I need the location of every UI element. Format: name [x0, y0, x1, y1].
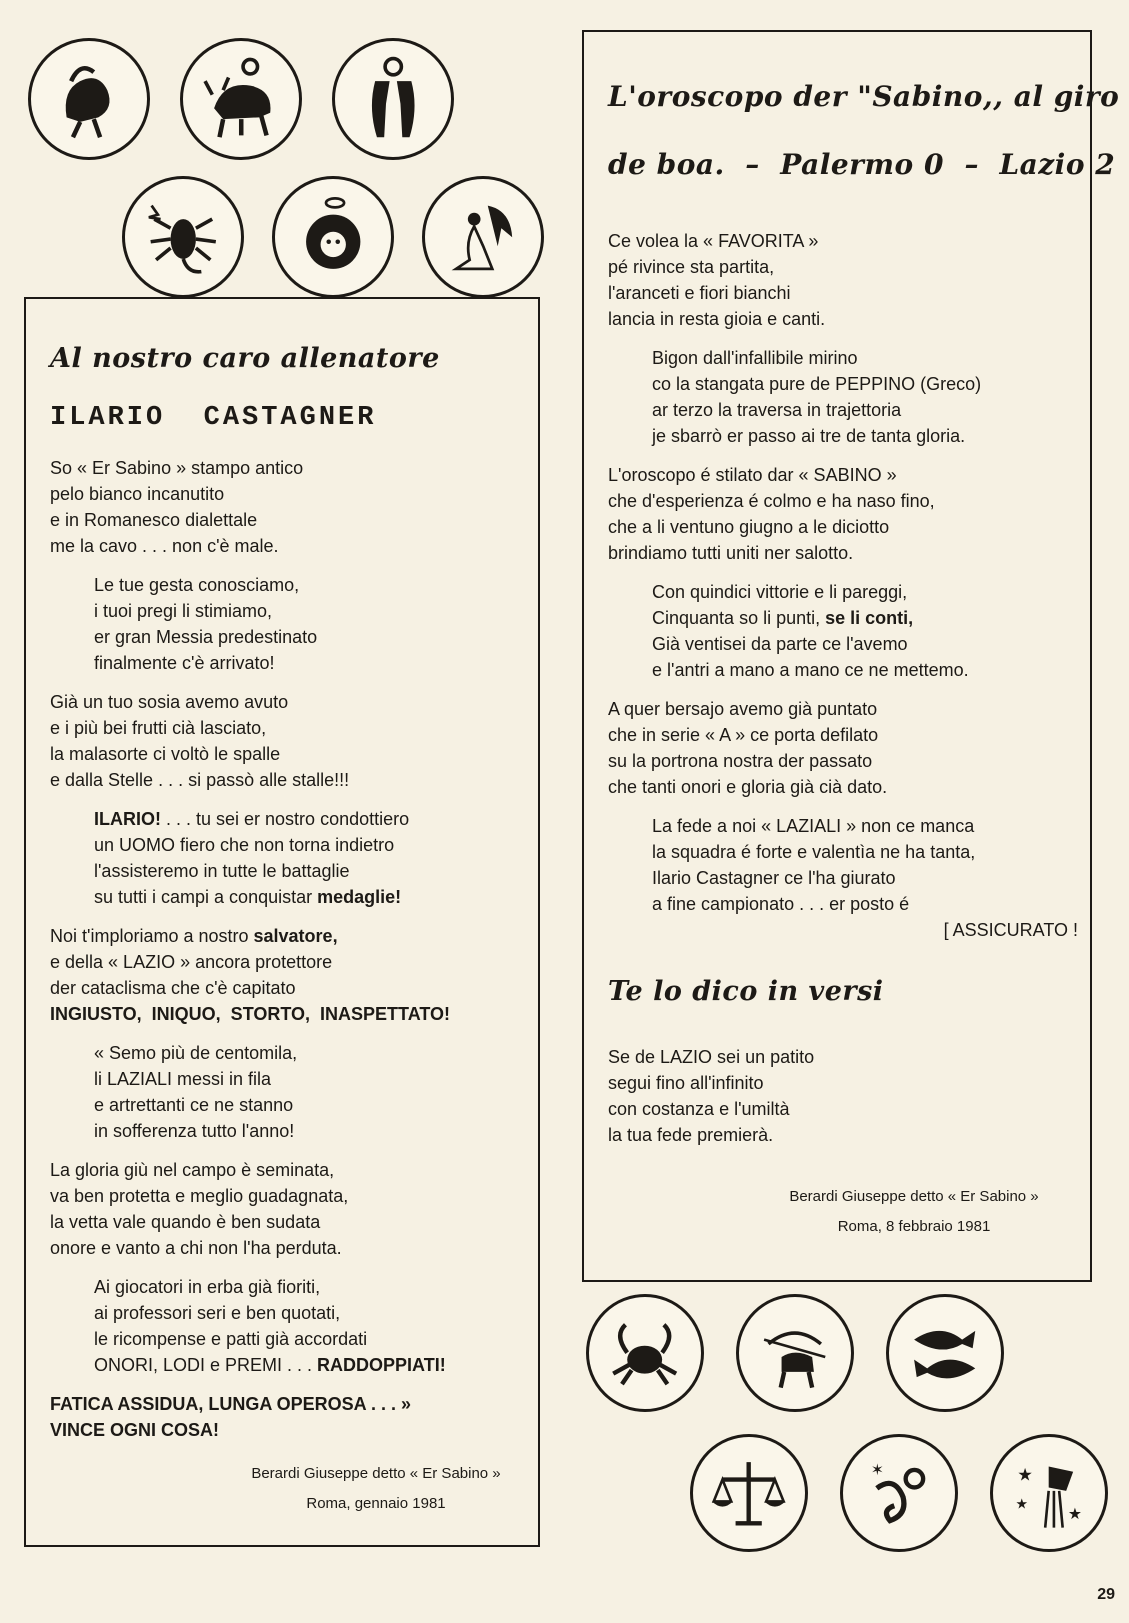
left-stanza-1: So « Er Sabino » stampo antico pelo bianco incanutito e in Romanesco dialettale me la cavo . . . non c'è male. [50, 458, 304, 556]
leo-icon [272, 176, 394, 298]
left-stanza-9: FATICA ASSIDUA, LUNGA OPEROSA . . . » VINCE OGNI COSA! [50, 1394, 412, 1440]
right-stanza-4: Con quindici vittorie e li pareggi, Cinquanta so li punti, se li conti, Già ventisei da parte ce l'avemo e l'antri a mano a mano ce ne mettemo. [652, 582, 969, 680]
horoscope-title-line2: de boa. – Palermo 0 – Lazio 2 [608, 148, 1116, 181]
svg-text:★: ★ [1015, 1495, 1029, 1512]
right-signature: Berardi Giuseppe detto « Er Sabino » [789, 1188, 1039, 1205]
gemini-icon [332, 38, 454, 160]
right-poem [608, 228, 1078, 956]
right-stanza-3: L'oroscopo é stilato dar « SABINO » che d'esperienza é colmo e ha naso fino, che a li ventuno giugno a le diciotto brindiamo tutti uniti ner salotto. [608, 465, 935, 563]
svg-text:★: ★ [1068, 1506, 1083, 1524]
scorpio-icon [122, 176, 244, 298]
dedication-heading: Al nostro caro allenatore [50, 343, 440, 374]
right-date: Roma, 8 febbraio 1981 [837, 1218, 991, 1235]
libra-icon [690, 1434, 808, 1552]
horoscope-poem-box [582, 30, 1120, 1282]
left-signature: Berardi Giuseppe detto « Er Sabino » [251, 1465, 501, 1482]
svg-text:✶: ✶ [871, 1462, 885, 1480]
right-stanza-6: La fede a noi « LAZIALI » non ce manca la squadra é forte e valentìa ne ha tanta, Ilario Castagner ce l'ha giurato a fine campionato . . . er posto é [ ASSICURATO ! [652, 816, 1078, 940]
coach-name: ILARIO CASTAGNER [50, 403, 377, 433]
sagittarius-icon [736, 1294, 854, 1412]
left-stanza-8: Ai giocatori in erba già fioriti, ai professori seri e ben quotati, le ricompense e patti già accordati ONORI, LODI e PREMI . . . RADDOPPIATI! [94, 1277, 446, 1375]
left-stanza-7: La gloria giù nel campo è seminata, va ben protetta e meglio guadagnata, la vetta vale quando è ben sudata onore e vanto a chi non l'ha perduta. [50, 1160, 349, 1258]
left-stanza-2: Le tue gesta conosciamo, i tuoi pregi li stimiamo, er gran Messia predestinato finalmente c'è arrivato! [94, 575, 318, 673]
left-stanza-5: Noi t'imploriamo a nostro salvatore, e della « LAZIO » ancora protettore der cataclisma che c'è capitato INGIUSTO, INIQUO, STORTO, INASPETTATO! [50, 926, 451, 1024]
left-signature-block [206, 1459, 546, 1519]
left-stanza-6: « Semo più de centomila, li LAZIALI messi in fila e artrettanti ce ne stanno in sofferenza tutto l'anno! [94, 1043, 298, 1141]
left-stanza-4: ILARIO! . . . tu sei er nostro condottiero un UOMO fiero che non torna indietro l'assisteremo in tutte le battaglie su tutti i campi a conquistar medaglie! [94, 809, 410, 907]
left-date: Roma, gennaio 1981 [306, 1495, 446, 1512]
right-signature-block [744, 1182, 1084, 1242]
cancer-icon [586, 1294, 704, 1412]
right-stanza-5: A quer bersajo avemo già puntato che in serie « A » ce porta defilato su la portrona nostra der passato che tanti onori e gloria già cià dato. [608, 699, 888, 797]
left-stanza-3: Già un tuo sosia avemo avuto e i più bei frutti cià lasciato, la malasorte ci voltò le spalle e dalla Stelle . . . si passò alle stalle!!! [50, 692, 350, 790]
horoscope-title-line1: L'oroscopo der "Sabino,, al giro [608, 80, 1120, 113]
verses-heading: Te lo dico in versi [608, 976, 884, 1007]
right-stanza-1: Ce volea la « FAVORITA » pé rivince sta partita, l'aranceti e fiori bianchi lancia in resta gioia e canti. [608, 231, 826, 329]
left-poem [50, 455, 522, 1456]
aries-icon [840, 1434, 958, 1552]
svg-text:★: ★ [1017, 1464, 1034, 1485]
right-stanza-7: Se de LAZIO sei un patito segui fino all'infinito con costanza e l'umiltà la tua fede premierà. [608, 1047, 815, 1145]
capricorn-icon [28, 38, 150, 160]
page-number: 29 [1097, 1586, 1115, 1603]
taurus-icon [180, 38, 302, 160]
right-stanza-2: Bigon dall'infallibile mirino co la stangata pure de PEPPINO (Greco) ar terzo la traversa in trajettoria je sbarrò er passo ai tre de tanta gloria. [652, 348, 982, 446]
virgo-icon [422, 176, 544, 298]
aquarius-icon [990, 1434, 1108, 1552]
dedication-poem-box [24, 297, 540, 1547]
pisces-icon [886, 1294, 1004, 1412]
